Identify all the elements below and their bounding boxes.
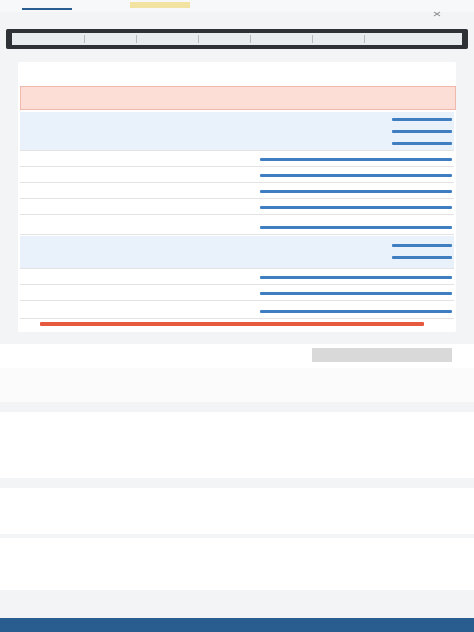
top-tab-2[interactable]: [130, 2, 190, 8]
answer-button[interactable]: [260, 158, 452, 161]
question-row: [20, 270, 454, 285]
question-row: [20, 112, 454, 151]
question-row: [20, 168, 454, 183]
code-section: [0, 488, 474, 534]
navbar-inner: [12, 33, 462, 45]
answer-button[interactable]: [260, 174, 452, 177]
nav-separator: [84, 35, 85, 43]
nav-item-3[interactable]: [142, 36, 192, 42]
nav-separator: [250, 35, 251, 43]
answer-button[interactable]: [392, 256, 452, 259]
results-header: [0, 344, 474, 368]
answer-button[interactable]: [260, 276, 452, 279]
top-bar: [0, 0, 474, 12]
nav-separator: [312, 35, 313, 43]
answer-button[interactable]: [260, 292, 452, 295]
nav-item-8[interactable]: [416, 36, 456, 42]
second-code-section: [0, 538, 474, 590]
alert-box: [20, 86, 456, 110]
results-body: [0, 368, 474, 402]
nav-item-5[interactable]: [256, 36, 306, 42]
results-header-button[interactable]: [312, 348, 452, 362]
question-row: [20, 302, 454, 319]
answer-button[interactable]: [260, 190, 452, 193]
nav-separator: [364, 35, 365, 43]
question-row: [20, 152, 454, 167]
question-row: [20, 184, 454, 199]
question-row: [20, 236, 454, 269]
answer-button[interactable]: [392, 244, 452, 247]
nav-item-2[interactable]: [90, 36, 130, 42]
nav-separator: [198, 35, 199, 43]
top-tab-1[interactable]: [22, 2, 72, 10]
question-row: [20, 286, 454, 301]
nav-item-6[interactable]: [318, 36, 358, 42]
question-row: [20, 200, 454, 215]
explanation-section: [0, 412, 474, 478]
nav-item-1[interactable]: [20, 36, 80, 42]
submit-button[interactable]: [40, 322, 424, 326]
nav-item-4[interactable]: [204, 36, 244, 42]
main-navbar: [6, 29, 468, 49]
nav-separator: [136, 35, 137, 43]
answer-button[interactable]: [260, 226, 452, 229]
quiz-intro: [30, 76, 444, 84]
bottom-bar: [0, 618, 474, 632]
close-icon[interactable]: [432, 2, 442, 8]
answer-button[interactable]: [392, 142, 452, 145]
answer-button[interactable]: [392, 130, 452, 133]
question-row: [20, 216, 454, 235]
nav-item-7[interactable]: [370, 36, 410, 42]
top-tab-3[interactable]: [200, 2, 380, 8]
answer-button[interactable]: [260, 206, 452, 209]
answer-button[interactable]: [392, 118, 452, 121]
answer-button[interactable]: [260, 310, 452, 313]
quiz-title: [180, 68, 294, 76]
